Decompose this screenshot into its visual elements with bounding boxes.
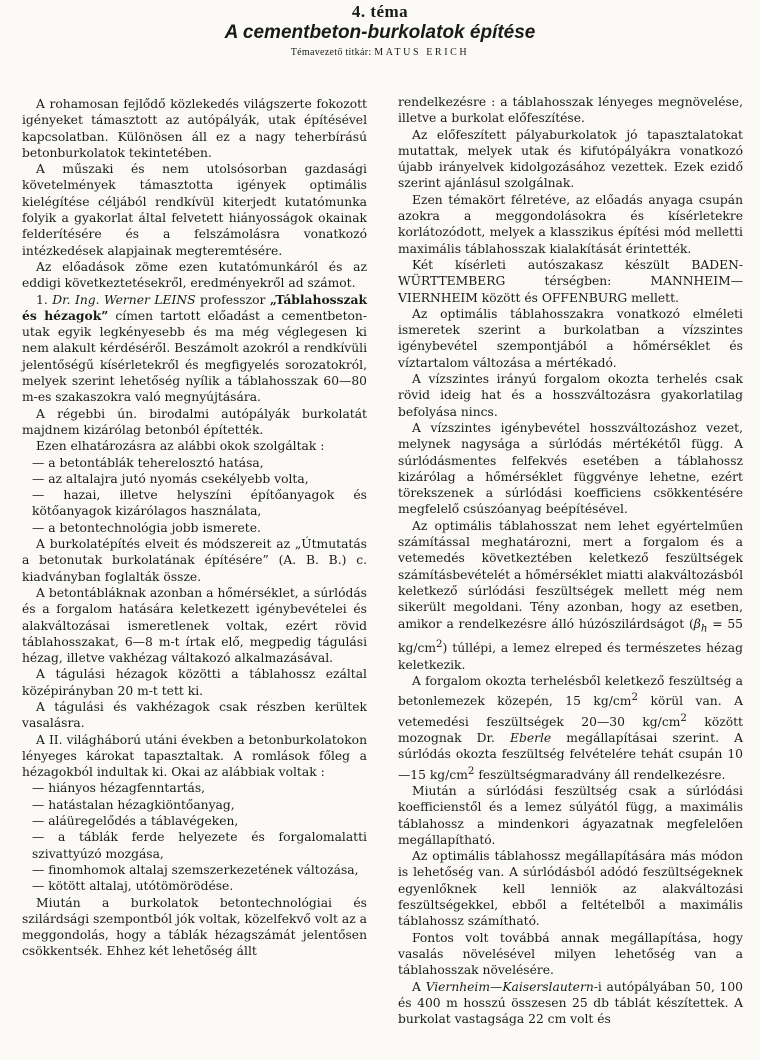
text-fragment: megállapításai szerint. A súrlódás okozta feszültség felvételére tehát csupán 10—15 kg/cm	[398, 731, 743, 782]
paragraph: A II. világháború utáni években a betonburkolatokon lényeges károkat tapasztaltak. A romlások főleg a hézagokból indultak ki. Okai az alábbiak voltak :	[22, 732, 367, 780]
list-item: — hatástalan hézagkiöntőanyag,	[32, 797, 235, 812]
list-item: — finomhomok altalaj szemszerkezetének változása,	[32, 862, 359, 877]
paragraph: A burkolatépítés elveit és módszereit az „Útmutatás a betonutak burkolatának építésére” (A. B. B.) c. kiadványban foglalták össze.	[22, 537, 367, 584]
paragraph-viernheim	[398, 979, 743, 1028]
text-fragment: címen tartott előadást a cementbeton-utak egyik legkényesebb és ma még véglegesen ki nem alakult kérdéséről. Beszámolt azokról a rendkívüli jelentőségű kísérletekről és megfigyelés sorozatokról, melyek szerint lehetőség nyílik a táblahosszak 60—80 m-es szakaszokra való megnyújtására.	[22, 308, 367, 405]
text-fragment: között mozognak Dr.	[398, 714, 743, 746]
list-item: — a betontechnológia jobb ismerete.	[32, 520, 261, 535]
author-name: Dr. Ing. Werner LEINS	[52, 292, 196, 307]
paragraph: Fontos volt továbbá annak megállapítása, hogy vasalás növelésével milyen lehetőség van a táblahosszak növelésére.	[398, 930, 743, 978]
paragraph: Miután a súrlódási feszültség csak a súrlódási koefficienstől és a lemez súlyától függ, a maximális táblahossz a mindenkori ágyazatnak megfelelően megállapítható.	[398, 784, 743, 847]
paragraph: A rohamosan fejlődő közlekedés világszerte fokozott igényeket támasztott az autópályák, utak építésével kapcsolatban. Különösen áll ez a nagy teherbírású betonburkolatok tekintetében.	[22, 97, 367, 160]
left-column	[22, 96, 367, 960]
paragraph-leins	[22, 292, 367, 406]
subscript: h	[700, 621, 708, 634]
paragraph: Az optimális táblahosszakra vonatkozó elméleti ismeretek szerint a burkolatban a vízszintes igénybevétel szempontjából a hőmérséklet és víztartalom változása a mértékadó.	[398, 306, 743, 370]
paragraph: Ezen témakört félretéve, az előadás anyaga csupán azokra a meggondolásokra és kísérletekre korlátozódott, melyek a klasszikus építési mód melletti maximális táblahosszak kialakítását érintették.	[398, 192, 743, 256]
text-fragment: A forgalom okozta terhelésből keletkező feszültség a betonlemezek közepén, 15 kg/cm	[398, 673, 743, 709]
paragraph: Ezen elhatározásra az alábbi okok szolgáltak :	[36, 439, 325, 454]
list-item: — a táblák ferde helyezete és forgalomalatti szivattyúzó mozgása,	[32, 830, 367, 861]
paragraph: A betontábláknak azonban a hőmérséklet, a súrlódás és a forgalom hatására keletkezett igénybevételei és alakváltozásai ismeretlenek voltak, ezért rövid táblahosszakat, 6—8 m-t írtak elő, megpedig tágulási hézag, illetve vakhézag váltakozó alkalmazásával.	[22, 585, 367, 666]
list-item: — hazai, illetve helyszíni építőanyagok és kötőanyagok kizárólagos használata,	[32, 488, 367, 519]
secretary-name: MATUS ERICH	[374, 47, 470, 58]
paragraph-stresses	[398, 673, 743, 783]
text-fragment: A	[412, 979, 426, 994]
list-item: — aláüregelődés a táblavégeken,	[32, 814, 239, 829]
list-item: — kötött altalaj, utótömörödése.	[32, 879, 234, 894]
paragraph: A régebbi ún. birodalmi autópályák burkolatát majdnem kizárólag betonból építették.	[22, 406, 367, 437]
text-fragment: professzor	[195, 292, 270, 307]
list-item: — az altalajra jutó nyomás csekélyebb volta,	[32, 471, 309, 486]
paragraph: A tágulási hézagok közötti a táblahossz ezáltal középirányban 20 m-t tett ki.	[22, 667, 367, 698]
paragraph: Miután a burkolatok betontechnológiai és szilárdsági szempontból jók voltak, közelfekvő volt az a meggondolás, hogy a táblák hézagszámát jelentősen csökkentsék. Ehhez két lehetőség állt	[22, 895, 367, 959]
right-column	[398, 94, 743, 1027]
secretary-label: Témavezető titkár:	[290, 47, 372, 58]
superscript: 2	[436, 638, 443, 651]
beta-symbol: β	[693, 616, 701, 631]
author-name: Eberle	[510, 731, 552, 746]
place-name: Viernheim—Kaiserslautern	[425, 979, 594, 994]
lecture-title: „Táblahosszak és hézagok”	[22, 291, 367, 323]
paragraph: A műszaki és nem utolsósorban gazdasági követelmények támasztotta igények optimális kielégítése céljából rendkívül kiterjedt kutatómunka folyik a gyakorlat által felvetett hiányosságok okainak felderítésére és a felszámolásra vonatkozó intézkedések alapjainak megteremtésére.	[22, 162, 367, 258]
paragraph: Két kísérleti autószakasz készült BADEN-WÜRTTEMBERG térségben: MANNHEIM—VIERNHEIM között és OFFENBURG mellett.	[398, 257, 743, 305]
text-fragment: = 55 kg/cm	[398, 616, 743, 656]
paragraph: Az előadások zöme ezen kutatómunkáról és az eddigi következtetésekről, eredményekről ad számot.	[22, 259, 367, 291]
paragraph: A tágulási és vakhézagok csak részben kerültek vasalásra.	[22, 699, 367, 731]
text-fragment: feszültségmaradvány áll rendelkezésre.	[474, 767, 726, 782]
text-fragment: ) túllépi, a lemez elreped és természetes hézag keletkezik.	[398, 641, 743, 672]
superscript: 2	[680, 711, 687, 724]
topic-secretary	[0, 47, 760, 58]
topic-number: 4. téma	[351, 2, 409, 21]
superscript: 2	[631, 691, 638, 704]
topic-title: A cementbeton-burkolatok építése	[224, 22, 536, 43]
text-fragment: -i autópályában 50, 100 és 400 m hosszú összesen 25 db táblát készítettek. A burkolat vastagsága 22 cm volt és	[398, 979, 743, 1027]
list-item: — a betontáblák teherelosztó hatása,	[32, 455, 264, 470]
superscript: 2	[467, 764, 475, 777]
paragraph: Az előfeszített pályaburkolatok jó tapasztalatokat mutattak, melyek utak és kifutópályákra vonatkozó újabb irányelvek kidolgozásához vezettek. Ezek ezidő szerint ajánlásul szolgálnak.	[398, 127, 743, 191]
paragraph-tensile	[398, 518, 743, 673]
text-fragment: körül van. A vetemedési feszültségek 20—30 kg/cm	[398, 694, 743, 729]
text-fragment: Az optimális táblahosszat nem lehet egyértelműen számítással meghatározni, mert a forgalom és a vetemedés következtében keletkező feszültségek számításbevételét a hőmérséklet miatti alakváltozásból keletkező súrlódási feszültségek mellett még nem sikerült megoldani. Tény azonban, hogy az esetben, amikor a rendelkezésre álló húzószilárdságot (	[398, 518, 744, 631]
paragraph: rendelkezésre : a táblahosszak lényeges megnövelése, illetve a burkolat előfeszítése.	[398, 95, 743, 126]
list-item: — hiányos hézagfenntartás,	[32, 781, 206, 796]
paragraph: A vízszintes igénybevétel hosszváltozáshoz vezet, melynek nagysága a súrlódás mértékétől függ. A súrlódásmentes felfekvés esetében a táblahossz kizárólag a hőmérséklet függvénye lehetne, ezért törekszenek a súrlódási koefficiens csökkentésére megfelelő csúszóanyag beépítésével.	[398, 420, 743, 517]
paragraph: Az optimális táblahossz megállapítására más módon is lehetőség van. A súrlódásból adódó feszültségeknek egyenlőknek kell lenniök az alakváltozási feszültségekkel, ebből a feltételből a maximális táblahossz számítható.	[398, 849, 743, 929]
item-number: 1.	[36, 292, 53, 307]
paragraph: A vízszintes irányú forgalom okozta terhelés csak rövid ideig hat és a hosszváltozásra gyakorlatilag befolyása nincs.	[398, 372, 743, 419]
